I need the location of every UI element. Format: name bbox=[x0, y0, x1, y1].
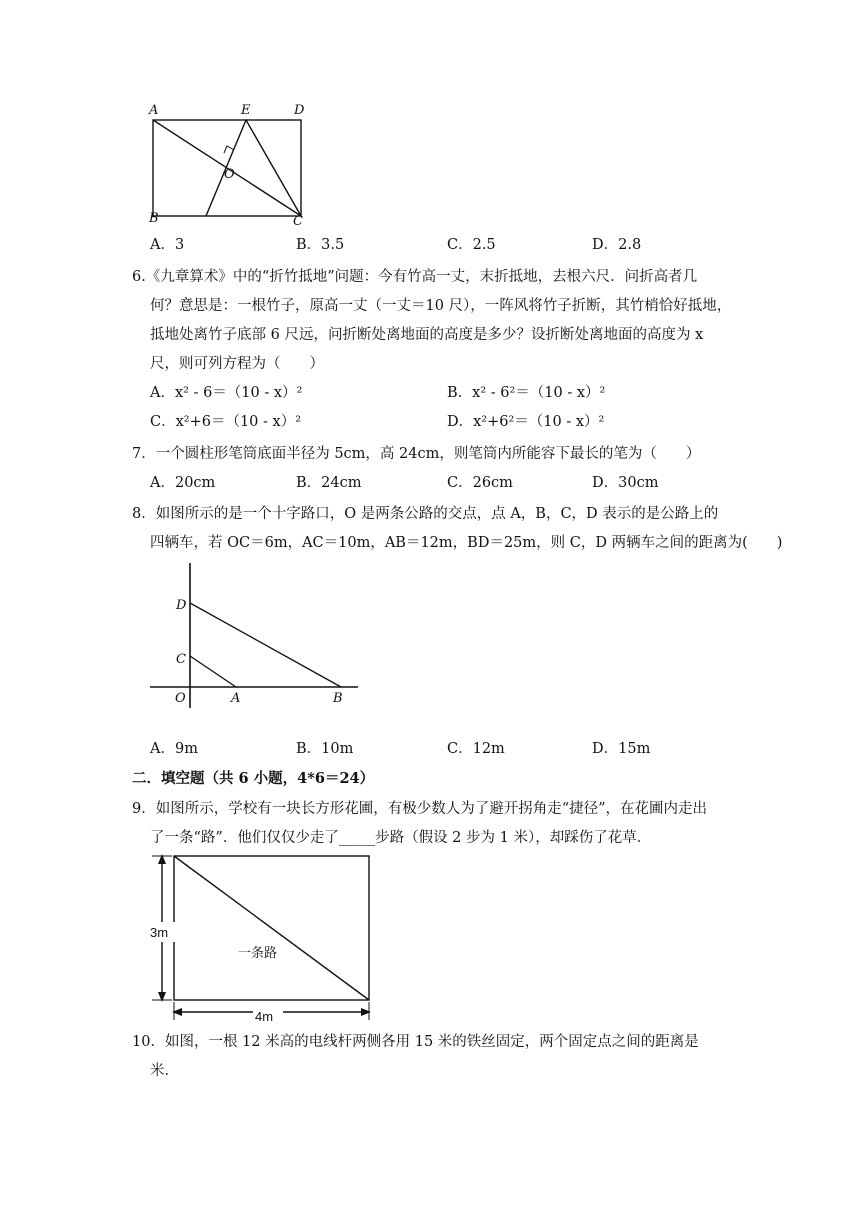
q9-height-label: 3m bbox=[150, 925, 169, 940]
q9-text-line-2: 了一条“路”．他们仅仅少走了_____步路（假设 2 步为 1 米），却踩伤了花草． bbox=[150, 830, 652, 846]
q8-label-o: O bbox=[175, 691, 186, 706]
q5-label-a: A bbox=[149, 103, 159, 118]
q5-option-b: B．3.5 bbox=[296, 237, 345, 253]
q7-option-a: A．20cm bbox=[150, 475, 216, 491]
q6-text-line-3: 抵地处离竹子底部 6 尺远，问折断处离地面的高度是多少？设折断处离地面的高度为 x bbox=[150, 327, 704, 343]
q7-option-c: C．26cm bbox=[447, 475, 513, 491]
q8-option-a: A．9m bbox=[150, 741, 198, 757]
q9-text-line-1: 9．如图所示，学校有一块长方形花圃，有极少数人为了避开拐角走“捷径”，在花圃内走出 bbox=[132, 801, 708, 817]
q7-option-b: B．24cm bbox=[296, 475, 362, 491]
q5-segment-ec bbox=[246, 120, 301, 216]
q5-label-b: B bbox=[149, 211, 159, 226]
q5-option-c: C．2.5 bbox=[447, 237, 496, 253]
q8-label-c: C bbox=[176, 652, 186, 667]
q9-path-label: 一条路 bbox=[238, 946, 278, 961]
q8-label-b: B bbox=[333, 691, 343, 706]
q8-label-a: A bbox=[231, 691, 241, 706]
q10-text-line-2: 米． bbox=[150, 1063, 179, 1079]
q5-option-a: A．3 bbox=[150, 237, 185, 253]
q7-text-line-1: 7．一个圆柱形笔筒底面半径为 5cm，高 24cm，则笔筒内所能容下最长的笔为（ ） bbox=[132, 446, 701, 462]
q9-path-diagonal bbox=[174, 856, 369, 1000]
q5-label-e: E bbox=[241, 103, 251, 118]
q5-label-o: O bbox=[224, 167, 235, 182]
q8-option-b: B．10m bbox=[296, 741, 354, 757]
q9-width-label: 4m bbox=[255, 1009, 274, 1024]
q8-option-d: D．15m bbox=[592, 741, 651, 757]
q5-label-c: C bbox=[293, 214, 303, 228]
q8-text-line-1: 8．如图所示的是一个十字路口，O 是两条公路的交点，点 A，B，C，D 表示的是公路上的 bbox=[132, 506, 719, 522]
q5-option-d: D．2.8 bbox=[592, 237, 642, 253]
q8-segment-ca bbox=[190, 656, 236, 687]
q9-figure bbox=[140, 848, 385, 1026]
q6-option-d: D．x²+6²＝（10 - x）² bbox=[447, 414, 605, 430]
q8-segment-db bbox=[190, 603, 341, 687]
q5-figure bbox=[140, 96, 320, 228]
q6-text-line-2: 何？意思是：一根竹子，原高一丈（一丈＝10 尺），一阵风将竹子折断，其竹梢恰好抵地， bbox=[150, 298, 732, 314]
q6-option-a: A．x² - 6＝（10 - x）² bbox=[150, 385, 303, 401]
q8-figure bbox=[145, 560, 365, 710]
section-2-title: 二．填空题（共 6 小题，4*6＝24） bbox=[132, 770, 375, 787]
q5-label-d: D bbox=[294, 103, 305, 118]
q10-text-line-1: 10．如图，一根 12 米高的电线杆两侧各用 15 米的铁丝固定，两个固定点之间的距离是 bbox=[132, 1034, 699, 1050]
q6-option-c: C．x²+6＝（10 - x）² bbox=[150, 414, 302, 430]
q6-text-line-1: 6.《九章算术》中的“折竹抵地”问题：今有竹高一丈，末折抵地，去根六尺．问折高者几 bbox=[132, 269, 698, 285]
q8-text-line-2: 四辆车，若 OC＝6m，AC＝10m，AB＝12m，BD＝25m，则 C，D 两辆车之间的距离为( ) bbox=[150, 535, 783, 551]
q8-label-d: D bbox=[176, 598, 187, 613]
q6-option-b: B．x² - 6²＝（10 - x）² bbox=[447, 385, 606, 401]
q8-option-c: C．12m bbox=[447, 741, 505, 757]
q7-option-d: D．30cm bbox=[592, 475, 659, 491]
q6-text-line-4: 尺，则可列方程为（ ） bbox=[150, 356, 324, 372]
